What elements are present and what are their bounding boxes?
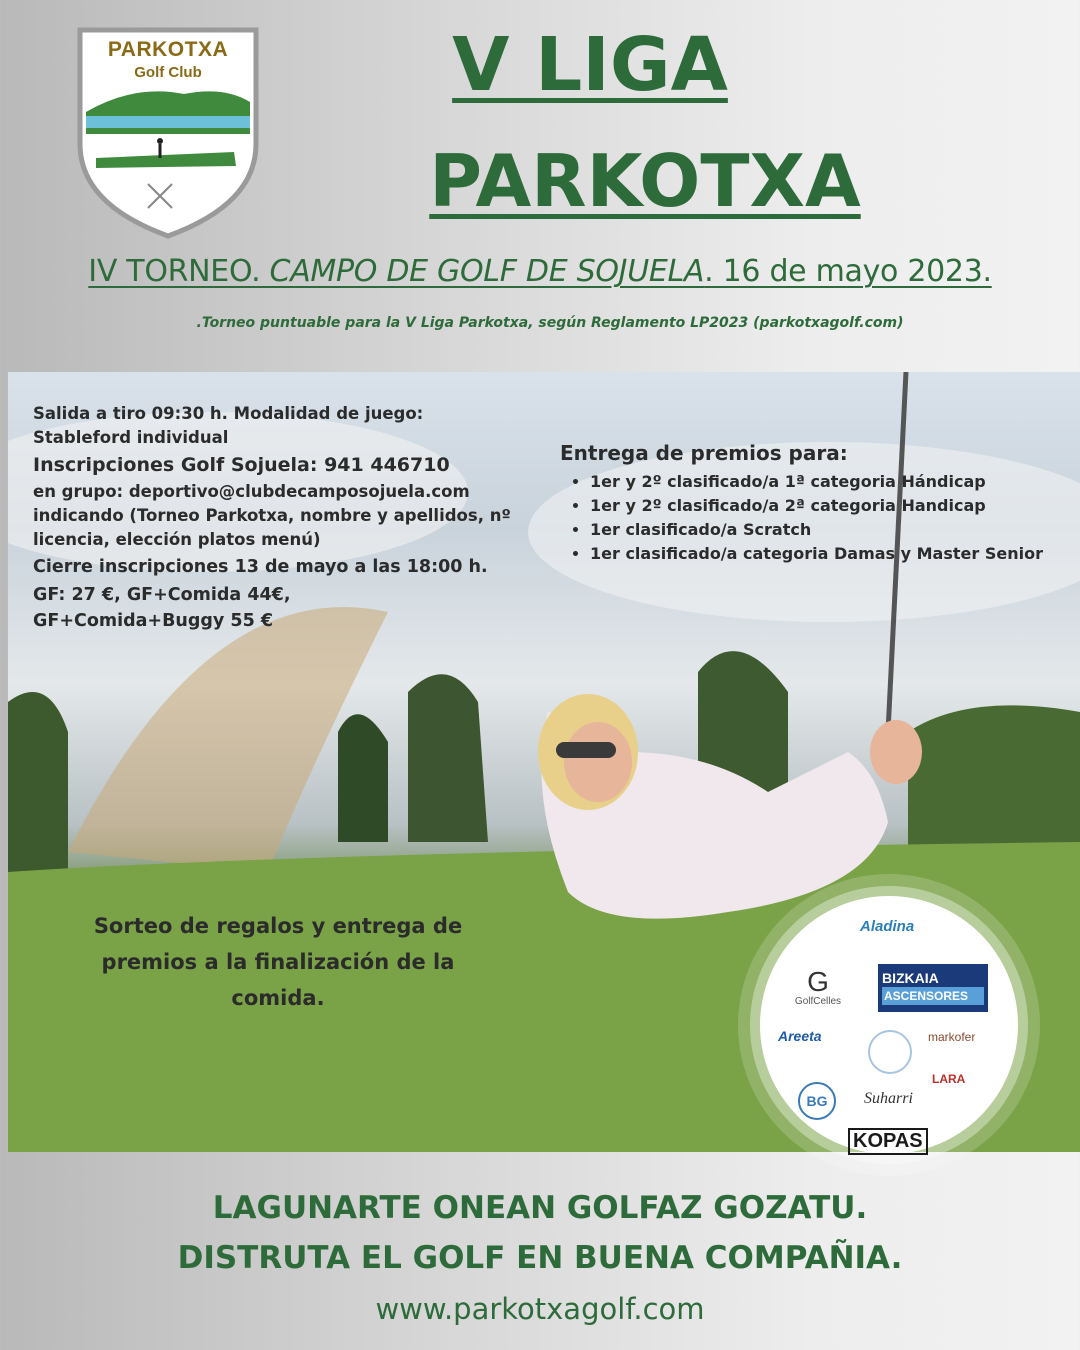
tournament-info bbox=[33, 402, 523, 634]
event-heading bbox=[0, 254, 1080, 289]
info-instructions-cont: licencia, elección platos menú) bbox=[33, 530, 321, 549]
sponsor-kopas-logo: KOPAS bbox=[848, 1128, 928, 1155]
info-group-email: en grupo: deportivo@clubdecamposojuela.com bbox=[33, 482, 470, 501]
sponsors-circle bbox=[760, 896, 1018, 1154]
tournament-note: .Torneo puntuable para la V Liga Parkotxa, según Reglamento LP2023 (parkotxagolf.com) bbox=[196, 315, 904, 331]
prizes-heading: Entrega de premios para: bbox=[560, 441, 848, 465]
club-logo bbox=[74, 24, 262, 242]
info-instructions: indicando (Torneo Parkotxa, nombre y apellidos, nº bbox=[33, 506, 511, 525]
sponsor-aladina-logo: Aladina bbox=[860, 918, 915, 935]
event-venue: CAMPO DE GOLF DE SOJUELA bbox=[269, 254, 705, 289]
sponsor-bizkaia-logo bbox=[878, 964, 988, 1012]
prizes-section bbox=[560, 438, 1080, 566]
raffle-text bbox=[48, 908, 508, 1016]
sponsor-suharri-logo: Suharri bbox=[864, 1090, 913, 1107]
prize-item: • 1er y 2º clasificado/a 2ª categoria Handicap bbox=[590, 494, 1080, 518]
slogan-spanish: DISTRUTA EL GOLF EN BUENA COMPAÑIA. bbox=[177, 1240, 903, 1276]
info-registration-phone: Inscripciones Golf Sojuela: 941 446710 bbox=[33, 454, 450, 476]
prize-item: • 1er clasificado/a Scratch bbox=[590, 518, 1080, 542]
page-title-line2: PARKOTXA bbox=[429, 139, 861, 223]
sponsor-markofer-logo: markofer bbox=[928, 1030, 976, 1044]
info-price-1: GF: 27 €, GF+Comida 44€, bbox=[33, 585, 291, 605]
raffle-line: premios a la finalización de la bbox=[101, 950, 455, 974]
golfcelles-g-icon: G bbox=[807, 966, 829, 997]
event-number: IV TORNEO. bbox=[88, 254, 270, 289]
logo-name: PARKOTXA bbox=[107, 38, 229, 61]
event-date: . 16 de mayo 2023. bbox=[704, 254, 992, 289]
logo-subtitle: Golf Club bbox=[134, 64, 202, 81]
info-game-mode: Stableford individual bbox=[33, 428, 229, 447]
sponsor-bg-logo: BG bbox=[798, 1082, 836, 1120]
website-link[interactable]: www.parkotxagolf.com bbox=[375, 1292, 705, 1326]
info-deadline: Cierre inscripciones 13 de mayo a las 18:00 h. bbox=[33, 557, 488, 577]
sponsor-circle-logo-icon bbox=[868, 1030, 912, 1074]
slogan-basque: LAGUNARTE ONEAN GOLFAZ GOZATU. bbox=[212, 1190, 868, 1226]
sponsor-lara-logo: LARA bbox=[932, 1072, 966, 1086]
prize-item: • 1er y 2º clasificado/a 1ª categoria Hándicap bbox=[590, 470, 1080, 494]
bizkaia-label: BIZKAIA bbox=[882, 970, 939, 986]
sponsor-golfcelles-logo bbox=[788, 968, 848, 1007]
raffle-line: Sorteo de regalos y entrega de bbox=[93, 914, 463, 938]
raffle-line: comida. bbox=[231, 986, 325, 1010]
info-start-time: Salida a tiro 09:30 h. Modalidad de juego: bbox=[33, 404, 424, 423]
ascensores-label: ASCENSORES bbox=[882, 987, 984, 1005]
prizes-list bbox=[560, 470, 1080, 566]
golfcelles-label: GolfCelles bbox=[794, 996, 842, 1007]
prize-item: • 1er clasificado/a categoria Damas y Master Senior bbox=[590, 542, 1080, 566]
page-title-line1: V LIGA bbox=[452, 22, 728, 108]
sponsor-areeta-logo: Areeta bbox=[778, 1028, 822, 1044]
info-price-2: GF+Comida+Buggy 55 € bbox=[33, 611, 274, 631]
